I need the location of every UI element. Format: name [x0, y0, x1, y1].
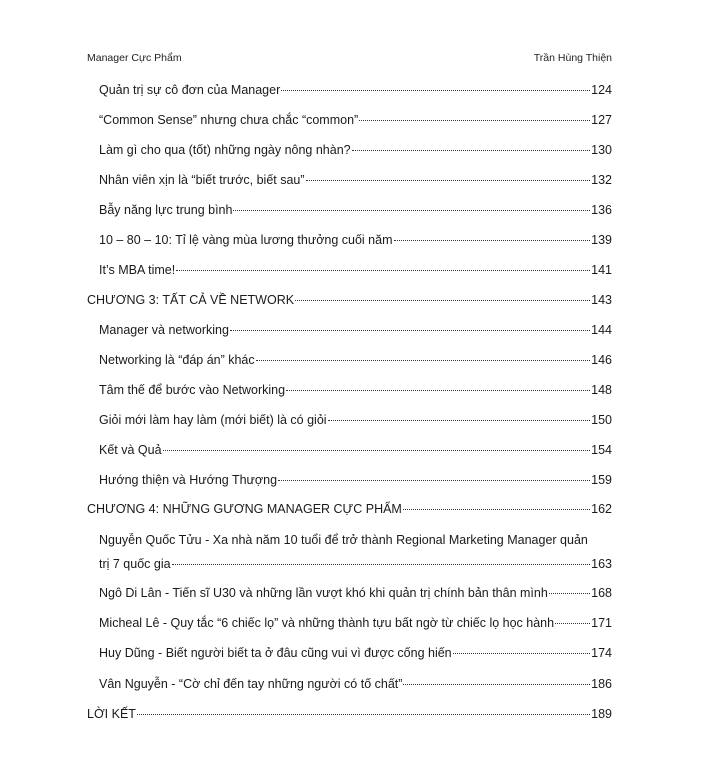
toc-chapter[interactable] — [87, 707, 612, 722]
toc-entry-page: 144 — [591, 323, 612, 337]
dot-leader — [286, 390, 590, 391]
toc-entry-title-line1[interactable]: Nguyễn Quốc Tửu - Xa nhà năm 10 tuổi để trở thành Regional Marketing Manager quản — [99, 533, 588, 547]
toc-entry-title: Hướng thiện và Hướng Thượng — [99, 473, 278, 487]
toc-entry[interactable] — [99, 473, 612, 488]
toc-entry-page: 136 — [591, 203, 612, 217]
toc-entry-title: Giỏi mới làm hay làm (mới biết) là có giỏi — [99, 413, 327, 427]
dot-leader — [295, 300, 590, 301]
toc-entry-page: 124 — [591, 83, 612, 97]
dot-leader — [403, 684, 590, 685]
toc-entry-page: 163 — [591, 557, 612, 571]
header-book-title: Manager Cực Phẩm — [87, 52, 182, 64]
toc-entry-title: Networking là “đáp án” khác — [99, 353, 255, 367]
toc-entry-title: Làm gì cho qua (tốt) những ngày nông nhàn? — [99, 143, 351, 157]
toc-entry[interactable] — [99, 353, 612, 368]
toc-entry-page: 186 — [591, 677, 612, 691]
toc-entry[interactable] — [99, 557, 612, 572]
dot-leader — [352, 150, 591, 151]
dot-leader — [549, 593, 590, 594]
toc-entry[interactable] — [99, 323, 612, 338]
toc-entry[interactable] — [99, 173, 612, 188]
toc-entry-page: 139 — [591, 233, 612, 247]
toc-entry-page: 168 — [591, 586, 612, 600]
dot-leader — [328, 420, 591, 421]
toc-entry-page: 132 — [591, 173, 612, 187]
toc-entry-page: 127 — [591, 113, 612, 127]
toc-entry-title: “Common Sense” nhưng chưa chắc “common” — [99, 113, 359, 127]
toc-entry-title: 10 – 80 – 10: Tỉ lệ vàng mùa lương thưởng cuối năm — [99, 233, 393, 247]
toc-entry[interactable] — [99, 143, 612, 158]
toc-entry[interactable] — [99, 113, 612, 128]
toc-chapter-title: LỜI KẾT — [87, 707, 136, 721]
dot-leader — [281, 90, 590, 91]
toc-chapter-title: CHƯƠNG 3: TẤT CẢ VỀ NETWORK — [87, 293, 295, 307]
toc-entry-page: 148 — [591, 383, 612, 397]
dot-leader — [555, 623, 590, 624]
toc-chapter-page: 143 — [591, 293, 612, 307]
dot-leader — [172, 564, 591, 565]
toc-entry-page: 146 — [591, 353, 612, 367]
toc-chapter-page: 162 — [591, 502, 612, 516]
toc-entry-page: 159 — [591, 473, 612, 487]
dot-leader — [403, 509, 590, 510]
toc-entry[interactable] — [99, 233, 612, 248]
toc-entry-title: Huy Dũng - Biết người biết ta ở đâu cũng vui vì được cống hiến — [99, 646, 452, 660]
toc-entry-page: 130 — [591, 143, 612, 157]
toc-entry[interactable] — [99, 443, 612, 458]
dot-leader — [394, 240, 591, 241]
toc-chapter-title: CHƯƠNG 4: NHỮNG GƯƠNG MANAGER CỰC PHẨM — [87, 502, 402, 516]
dot-leader — [233, 210, 590, 211]
toc-entry[interactable] — [99, 263, 612, 278]
toc-entry-title-line2: trị 7 quốc gia — [99, 557, 171, 571]
toc-entry[interactable] — [99, 413, 612, 428]
page-header — [87, 52, 612, 64]
toc-entry-title: It’s MBA time! — [99, 263, 176, 277]
toc-entry-title: Kết và Quả — [99, 443, 162, 457]
toc-chapter[interactable] — [87, 502, 612, 517]
toc-entry-title: Micheal Lê - Quy tắc “6 chiếc lọ” và những thành tựu bất ngờ từ chiếc lọ học hành — [99, 616, 555, 630]
toc-entry-title: Vân Nguyễn - “Cờ chỉ đến tay những người có tố chất” — [99, 677, 403, 691]
toc-entry-page: 171 — [591, 616, 612, 630]
toc-entry-page: 174 — [591, 646, 612, 660]
dot-leader — [256, 360, 591, 361]
toc-entry[interactable] — [99, 83, 612, 98]
toc-entry-title: Ngô Di Lân - Tiến sĩ U30 và những lần vượt khó khi quản trị chính bản thân mình — [99, 586, 548, 600]
toc-entry-page: 150 — [591, 413, 612, 427]
toc-entry-title: Nhân viên xịn là “biết trước, biết sau” — [99, 173, 305, 187]
dot-leader — [230, 330, 590, 331]
toc-entry-title: Manager và networking — [99, 323, 229, 337]
toc-entry[interactable] — [99, 586, 612, 601]
dot-leader — [137, 714, 590, 715]
toc-entry[interactable] — [99, 646, 612, 661]
dot-leader — [453, 653, 591, 654]
toc-chapter-page: 189 — [591, 707, 612, 721]
dot-leader — [359, 120, 590, 121]
dot-leader — [176, 270, 590, 271]
toc-entry[interactable] — [99, 677, 612, 692]
toc-entry-page: 154 — [591, 443, 612, 457]
toc-entry-title: Quản trị sự cô đơn của Manager — [99, 83, 281, 97]
toc-entry-title: Bẫy năng lực trung bình — [99, 203, 233, 217]
dot-leader — [163, 450, 591, 451]
dot-leader — [306, 180, 591, 181]
dot-leader — [278, 480, 590, 481]
header-author: Trần Hùng Thiện — [533, 52, 612, 64]
toc-entry-page: 141 — [591, 263, 612, 277]
toc-entry[interactable] — [99, 383, 612, 398]
toc-entry[interactable] — [99, 616, 612, 631]
toc-chapter[interactable] — [87, 293, 612, 308]
toc-entry-title: Tâm thế để bước vào Networking — [99, 383, 286, 397]
toc-entry[interactable] — [99, 203, 612, 218]
